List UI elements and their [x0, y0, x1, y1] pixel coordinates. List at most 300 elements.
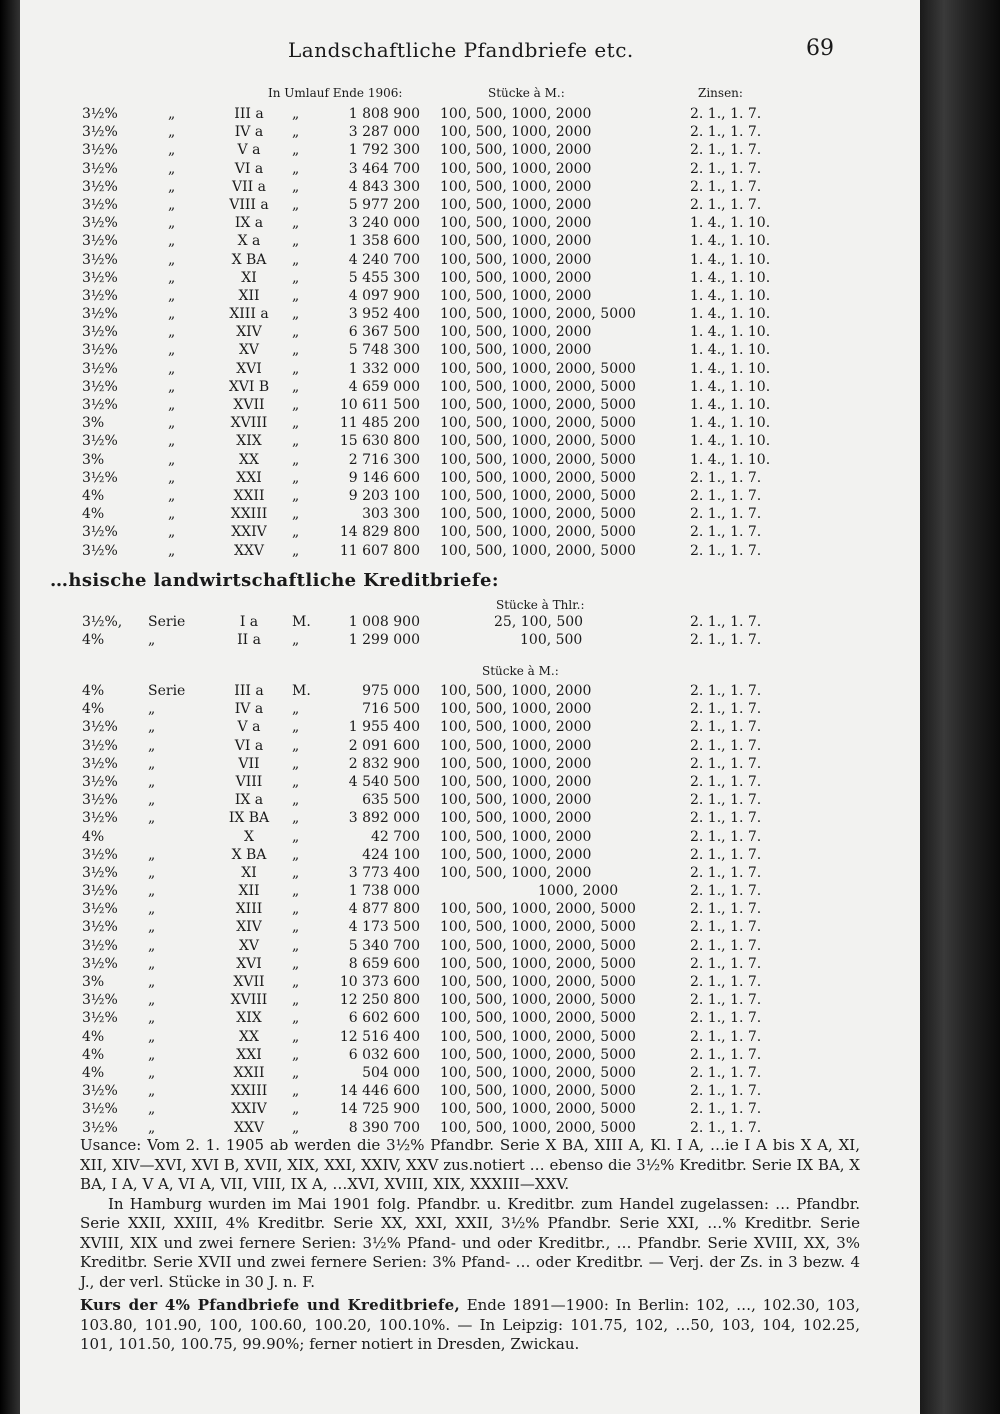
currency-cell: „ [292, 792, 300, 809]
serie-cell: XXIII [230, 1083, 268, 1100]
denomination-cell: 100, 500, 1000, 2000, 5000 [440, 451, 636, 468]
serie-cell: III a [234, 683, 264, 699]
interest-cell: 1. 4., 1. 10. [690, 378, 771, 395]
amount-cell: 6 602 600 [348, 1010, 420, 1027]
serie-word-cell: „ [148, 883, 156, 900]
serie-cell: XIX [236, 1010, 262, 1027]
serie-cell: XXV [233, 1119, 265, 1136]
denomination-cell: 100, 500, 1000, 2000, 5000 [440, 901, 636, 918]
ditto-mark: „ [168, 306, 176, 323]
rate-cell: 3½% [82, 737, 118, 754]
interest-cell: 1. 4., 1. 10. [690, 397, 771, 413]
ditto-mark: „ [168, 360, 176, 377]
denomination-cell: 100, 500, 1000, 2000 [440, 701, 592, 718]
serie-cell: XIV [236, 919, 262, 936]
amount-cell: 1 008 900 [348, 614, 420, 630]
ditto-mark: „ [292, 124, 300, 141]
ditto-mark: „ [168, 487, 176, 504]
currency-cell: „ [292, 1101, 300, 1118]
table-row [20, 415, 920, 433]
serie-cell: V a [237, 142, 261, 159]
denomination-cell: 100, 500, 1000, 2000 [440, 233, 592, 250]
table-row [20, 919, 920, 937]
serie-cell: X BA [231, 846, 267, 863]
serie-cell: XVI B [228, 378, 270, 395]
interest-cell: 2. 1., 1. 7. [690, 974, 762, 990]
serie-word-cell: „ [148, 1083, 156, 1100]
amount-cell: 504 000 [362, 1064, 420, 1081]
serie-cell: XIII a [229, 306, 269, 323]
serie-cell: XV [238, 937, 260, 954]
amount-cell: 3 773 400 [348, 864, 420, 881]
serie-word-cell: „ [148, 1010, 156, 1027]
serie-cell: XX [239, 1028, 259, 1045]
table-row [20, 433, 920, 451]
rate-cell: 3½% [82, 251, 118, 268]
ditto-mark: „ [168, 233, 176, 250]
rate-cell: 3½% [82, 160, 118, 177]
serie-cell: V a [237, 719, 261, 736]
denomination-cell: 100, 500, 1000, 2000, 5000 [440, 360, 636, 377]
denomination-cell: 100, 500, 1000, 2000 [440, 196, 592, 213]
ditto-mark: „ [168, 160, 176, 177]
serie-cell: XX [239, 451, 259, 468]
currency-cell: M. [292, 683, 311, 699]
table-row [20, 161, 920, 179]
table-row [20, 774, 920, 792]
currency-cell: „ [292, 974, 300, 990]
amount-cell: 9 146 600 [348, 469, 420, 486]
interest-cell: 2. 1., 1. 7. [690, 683, 762, 699]
denomination-cell: 100, 500, 1000, 2000, 5000 [440, 524, 636, 541]
table-row [20, 470, 920, 488]
interest-cell: 2. 1., 1. 7. [690, 773, 762, 790]
serie-cell: XXII [233, 487, 265, 504]
ditto-mark: „ [168, 178, 176, 195]
serie-cell: XVIII [230, 992, 268, 1009]
ditto-mark: „ [292, 269, 300, 286]
interest-cell: 2. 1., 1. 7. [690, 883, 762, 900]
rate-cell: 3½% [82, 955, 118, 972]
interest-cell: 2. 1., 1. 7. [690, 524, 762, 541]
denomination-cell: 100, 500, 1000, 2000, 5000 [440, 487, 636, 504]
amount-cell: 4 240 700 [348, 251, 420, 268]
amount-cell: 3 952 400 [348, 306, 420, 323]
serie-cell: XIII [235, 901, 263, 918]
amount-cell: 3 240 000 [348, 215, 420, 232]
rate-cell: 4% [82, 683, 105, 699]
amount-cell: 3 287 000 [348, 124, 420, 141]
rate-cell: 3½% [82, 846, 118, 863]
amount-cell: 1 738 000 [348, 883, 420, 900]
amount-cell: 9 203 100 [348, 487, 420, 504]
serie-word-cell: „ [148, 1119, 156, 1136]
ditto-mark: „ [292, 106, 300, 122]
denomination-cell: 100, 500, 1000, 2000 [440, 251, 592, 268]
interest-cell: 2. 1., 1. 7. [690, 1046, 762, 1063]
table-row [20, 938, 920, 956]
denomination-cell: 100, 500, 1000, 2000, 5000 [440, 1028, 636, 1045]
amount-cell: 5 977 200 [348, 196, 420, 213]
amount-cell: 5 340 700 [348, 937, 420, 954]
interest-cell: 1. 4., 1. 10. [690, 415, 771, 432]
interest-cell: 2. 1., 1. 7. [690, 142, 762, 159]
table-row [20, 179, 920, 197]
header-zinsen: Zinsen: [698, 86, 743, 100]
ditto-mark: „ [168, 378, 176, 395]
currency-cell: „ [292, 955, 300, 972]
book-page [20, 0, 920, 1414]
denomination-cell: 100, 500, 1000, 2000, 5000 [440, 506, 636, 523]
serie-cell: IX a [234, 792, 264, 809]
amount-cell: 1 358 600 [348, 233, 420, 250]
ditto-mark: „ [168, 142, 176, 159]
currency-cell: „ [292, 883, 300, 900]
rate-cell: 3% [82, 974, 105, 990]
serie-word-cell: „ [148, 992, 156, 1009]
serie-cell: XII [238, 287, 260, 304]
rate-cell: 4% [82, 1064, 105, 1081]
sub-head-thlr: Stücke à Thlr.: [496, 598, 585, 612]
header-umlauf: In Umlauf Ende 1906: [268, 86, 403, 100]
serie-cell: XI [241, 864, 257, 881]
denomination-cell: 100, 500, 1000, 2000 [440, 846, 592, 863]
table-row [20, 1083, 920, 1101]
interest-cell: 2. 1., 1. 7. [690, 846, 762, 863]
table-row [20, 1047, 920, 1065]
rate-cell: 3½% [82, 901, 118, 918]
denomination-cell: 100, 500, 1000, 2000 [440, 124, 592, 141]
amount-cell: 15 630 800 [339, 433, 420, 450]
interest-cell: 1. 4., 1. 10. [690, 233, 771, 250]
ditto-mark: „ [292, 397, 300, 413]
sub-head-m: Stücke à M.: [482, 664, 559, 678]
rate-cell: 3½% [82, 306, 118, 323]
table-row [20, 974, 920, 992]
ditto-mark: „ [168, 124, 176, 141]
ditto-mark: „ [292, 215, 300, 232]
amount-cell: 4 173 500 [348, 919, 420, 936]
rate-cell: 3% [82, 415, 105, 432]
amount-cell: 303 300 [362, 506, 420, 523]
currency-cell: „ [292, 755, 300, 772]
table-row [20, 901, 920, 919]
ditto-mark: „ [292, 433, 300, 450]
ditto-mark: „ [168, 342, 176, 359]
denomination-cell: 100, 500, 1000, 2000, 5000 [440, 1046, 636, 1063]
rate-cell: 4% [82, 487, 105, 504]
interest-cell: 2. 1., 1. 7. [690, 487, 762, 504]
serie-cell: XIV [236, 324, 262, 341]
table-row [20, 1029, 920, 1047]
amount-cell: 1 792 300 [348, 142, 420, 159]
amount-cell: 2 091 600 [348, 737, 420, 754]
interest-cell: 2. 1., 1. 7. [690, 937, 762, 954]
amount-cell: 3 464 700 [348, 160, 420, 177]
ditto-mark: „ [168, 451, 176, 468]
ditto-mark: „ [292, 506, 300, 523]
amount-cell: 8 659 600 [348, 955, 420, 972]
kurs-paragraph [80, 1296, 860, 1355]
currency-cell: „ [292, 1083, 300, 1100]
serie-cell: IX a [234, 215, 264, 232]
table-row [20, 719, 920, 737]
interest-cell: 1. 4., 1. 10. [690, 215, 771, 232]
denomination-cell: 100, 500, 1000, 2000 [440, 342, 592, 359]
hamburg-paragraph: In Hamburg wurden im Mai 1901 folg. Pfandbr. u. Kreditbr. zum Handel zugelassen: … Pfandbr. Serie XXII, XXIII, 4% Kreditbr. Serie XX, XXI, XXII, 3½% Pfandbr. Serie XXI, …% Kreditbr. Serie XVIII, XIX und zwei fernere Serien: 3½% Pfand- und oder Kreditbr., … Pfandbr. Serie XVIII, XX, 3% Kreditbr. Serie XVII und zwei fernere Serien: 3% Pfand- … oder Kreditbr. — Verj. der Zs. in 3 bezw. 4 J., der verl. Stücke in 30 J. n. F. [80, 1194, 860, 1291]
amount-cell: 2 832 900 [348, 755, 420, 772]
interest-cell: 1. 4., 1. 10. [690, 287, 771, 304]
interest-cell: 2. 1., 1. 7. [690, 719, 762, 736]
table-row [20, 306, 920, 324]
denomination-cell: 100, 500, 1000, 2000 [440, 215, 592, 232]
interest-cell: 2. 1., 1. 7. [690, 864, 762, 881]
denomination-cell: 100, 500, 1000, 2000, 5000 [440, 1119, 636, 1136]
serie-cell: XV [238, 342, 260, 359]
kurs-label: Kurs der 4% Pfandbriefe und Kreditbriefe, [80, 1296, 460, 1314]
ditto-mark: „ [168, 542, 176, 559]
serie-word-cell: „ [148, 937, 156, 954]
ditto-mark: „ [292, 196, 300, 213]
rate-cell: 3½% [82, 992, 118, 1009]
rate-cell: 3½% [82, 360, 118, 377]
kurs-text: Ende 1891—1900: In Berlin: 102, …, 102.30, 103, 103.80, 101.90, 100, 100.60, 100.20, 100.10%. — In Leipzig: 101.75, 102, …50, 103, 104, 102.25, 101, 101.50, 100.75, 99.90%; ferner notiert in Dresden, Zwickau. [80, 1296, 860, 1353]
amount-cell: 14 829 800 [339, 524, 420, 541]
serie-cell: VIII a [229, 196, 269, 213]
table-row [20, 124, 920, 142]
ditto-mark: „ [292, 287, 300, 304]
denomination-cell: 100, 500, 1000, 2000 [440, 828, 592, 845]
denomination-cell: 100, 500, 1000, 2000 [440, 178, 592, 195]
rate-cell: 3½% [82, 215, 118, 232]
serie-cell: XXIV [231, 1101, 267, 1118]
serie-cell: XVIII [230, 415, 268, 432]
denomination-cell: 100, 500, 1000, 2000, 5000 [440, 1101, 636, 1118]
table-row [20, 810, 920, 828]
ditto-mark: „ [292, 451, 300, 468]
ditto-mark: „ [168, 287, 176, 304]
amount-cell: 1 299 000 [348, 632, 420, 649]
rate-cell: 3½% [82, 142, 118, 159]
rate-cell: 4% [82, 828, 105, 845]
amount-cell: 1 332 000 [348, 360, 420, 377]
table-row [20, 956, 920, 974]
ditto-mark: „ [168, 524, 176, 541]
rate-cell: 3½% [82, 937, 118, 954]
table-row [20, 1010, 920, 1028]
serie-word-cell: Serie [148, 614, 186, 630]
denomination-cell: 100, 500, 1000, 2000, 5000 [440, 415, 636, 432]
serie-word-cell: „ [148, 1028, 156, 1045]
serie-cell: VII a [232, 178, 266, 195]
table-row [20, 106, 920, 124]
serie-cell: XXIV [231, 524, 267, 541]
denomination-cell: 100, 500, 1000, 2000, 5000 [440, 937, 636, 954]
interest-cell: 1. 4., 1. 10. [690, 360, 771, 377]
ditto-mark: „ [168, 215, 176, 232]
ditto-mark: „ [292, 142, 300, 159]
table-row [20, 215, 920, 233]
table-row [20, 142, 920, 160]
interest-cell: 2. 1., 1. 7. [690, 992, 762, 1009]
interest-cell: 1. 4., 1. 10. [690, 451, 771, 468]
denomination-cell: 100, 500, 1000, 2000, 5000 [440, 542, 636, 559]
table-row [20, 397, 920, 415]
denomination-cell: 100, 500, 1000, 2000, 5000 [440, 1064, 636, 1081]
amount-cell: 424 100 [362, 846, 420, 863]
serie-word-cell: „ [148, 974, 156, 990]
kreditbriefe-m-table [20, 683, 920, 1138]
header-stuecke: Stücke à M.: [488, 86, 565, 100]
table-row [20, 506, 920, 524]
serie-word-cell: „ [148, 719, 156, 736]
table-row [20, 324, 920, 342]
ditto-mark: „ [168, 251, 176, 268]
denomination-cell: 25, 100, 500 [494, 614, 584, 630]
ditto-mark: „ [292, 524, 300, 541]
amount-cell: 5 455 300 [348, 269, 420, 286]
serie-word-cell: „ [148, 1064, 156, 1081]
rate-cell: 3½% [82, 1010, 118, 1027]
table-row [20, 252, 920, 270]
denomination-cell: 100, 500, 1000, 2000 [440, 287, 592, 304]
interest-cell: 2. 1., 1. 7. [690, 469, 762, 486]
table-row [20, 738, 920, 756]
table-row [20, 1101, 920, 1119]
serie-word-cell: „ [148, 919, 156, 936]
currency-cell: „ [292, 828, 300, 845]
serie-cell: XXI [236, 1046, 262, 1063]
denomination-cell: 100, 500, 1000, 2000, 5000 [440, 919, 636, 936]
amount-cell: 11 485 200 [339, 415, 420, 432]
currency-cell: „ [292, 1119, 300, 1136]
usance-text: Vom 2. 1. 1905 ab werden die 3½% Pfandbr. Serie X BA, XIII A, Kl. I A, …ie I A bis X A, XI, XII, XIV—XVI, XVI B, XVII, XIX, XXI, XXIV, XXV zus.notiert … ebenso die 3½% Kreditbr. Serie IX BA, X BA, I A, V A, VI A, VII, VIII, IX A, …XVI, XVIII, XIX, XXXIII—XXV. [80, 1136, 860, 1193]
table-row [20, 379, 920, 397]
serie-cell: IV a [234, 701, 264, 718]
amount-cell: 14 446 600 [339, 1083, 420, 1100]
amount-cell: 5 748 300 [348, 342, 420, 359]
rate-cell: 3½% [82, 919, 118, 936]
serie-cell: XXI [236, 469, 262, 486]
serie-cell: IV a [234, 124, 264, 141]
amount-cell: 6 032 600 [348, 1046, 420, 1063]
table-row [20, 233, 920, 251]
currency-cell: „ [292, 1010, 300, 1027]
denomination-cell: 100, 500, 1000, 2000 [440, 719, 592, 736]
interest-cell: 2. 1., 1. 7. [690, 542, 762, 559]
rate-cell: 4% [82, 506, 105, 523]
interest-cell: 2. 1., 1. 7. [690, 792, 762, 809]
amount-cell: 4 097 900 [348, 287, 420, 304]
serie-cell: XVII [233, 974, 265, 990]
table-row [20, 683, 920, 701]
serie-cell: I a [239, 614, 259, 630]
serie-cell: XVI [236, 955, 262, 972]
rate-cell: 4% [82, 632, 105, 649]
amount-cell: 716 500 [362, 701, 420, 718]
kreditbriefe-thlr-table [20, 614, 920, 650]
ditto-mark: „ [292, 251, 300, 268]
serie-word-cell: „ [148, 810, 156, 827]
ditto-mark: „ [292, 342, 300, 359]
table-row [20, 197, 920, 215]
interest-cell: 2. 1., 1. 7. [690, 737, 762, 754]
interest-cell: 2. 1., 1. 7. [690, 810, 762, 827]
denomination-cell: 100, 500, 1000, 2000, 5000 [440, 469, 636, 486]
denomination-cell: 100, 500, 1000, 2000 [440, 755, 592, 772]
serie-cell: VI a [234, 737, 264, 754]
usance-paragraph [80, 1136, 860, 1195]
serie-cell: XIX [236, 433, 262, 450]
amount-cell: 10 373 600 [339, 974, 420, 990]
denomination-cell: 100, 500, 1000, 2000 [440, 810, 592, 827]
ditto-mark: „ [168, 397, 176, 413]
rate-cell: 3½% [82, 1119, 118, 1136]
ditto-mark: „ [292, 487, 300, 504]
serie-cell: XXIII [230, 506, 268, 523]
serie-cell: X [244, 828, 254, 845]
interest-cell: 2. 1., 1. 7. [690, 106, 762, 122]
rate-cell: 3½% [82, 883, 118, 900]
table-row [20, 342, 920, 360]
table-row [20, 829, 920, 847]
ditto-mark: „ [292, 469, 300, 486]
amount-cell: 1 955 400 [348, 719, 420, 736]
serie-cell: XII [238, 883, 260, 900]
serie-word-cell: „ [148, 1046, 156, 1063]
serie-word-cell: „ [148, 755, 156, 772]
amount-cell: 635 500 [362, 792, 420, 809]
amount-cell: 8 390 700 [348, 1119, 420, 1136]
table-row [20, 543, 920, 561]
rate-cell: 3½% [82, 178, 118, 195]
rate-cell: 3½% [82, 324, 118, 341]
amount-cell: 12 516 400 [339, 1028, 420, 1045]
denomination-cell: 100, 500, 1000, 2000 [440, 269, 592, 286]
rate-cell: 3½% [82, 524, 118, 541]
rate-cell: 3½% [82, 342, 118, 359]
rate-cell: 4% [82, 701, 105, 718]
rate-cell: 3½% [82, 433, 118, 450]
running-head: Landschaftliche Pfandbriefe etc. [288, 38, 634, 62]
amount-cell: 1 808 900 [348, 106, 420, 122]
currency-cell: „ [292, 937, 300, 954]
interest-cell: 2. 1., 1. 7. [690, 1064, 762, 1081]
table-row [20, 792, 920, 810]
serie-cell: II a [237, 632, 261, 649]
rate-cell: 3½%, [82, 614, 123, 630]
ditto-mark: „ [292, 378, 300, 395]
table-row [20, 361, 920, 379]
currency-cell: „ [292, 810, 300, 827]
serie-cell: XXII [233, 1064, 265, 1081]
serie-cell: XVI [236, 360, 262, 377]
rate-cell: 3½% [82, 719, 118, 736]
rate-cell: 3½% [82, 792, 118, 809]
table-row [20, 865, 920, 883]
interest-cell: 2. 1., 1. 7. [690, 755, 762, 772]
serie-word-cell: Serie [148, 683, 186, 699]
serie-cell: X BA [231, 251, 267, 268]
page-number: 69 [806, 36, 834, 61]
serie-word-cell: „ [148, 773, 156, 790]
ditto-mark: „ [168, 324, 176, 341]
currency-cell: „ [292, 919, 300, 936]
denomination-cell: 100, 500, 1000, 2000, 5000 [440, 955, 636, 972]
serie-cell: VII [238, 755, 260, 772]
interest-cell: 2. 1., 1. 7. [690, 614, 762, 630]
amount-cell: 4 540 500 [348, 773, 420, 790]
